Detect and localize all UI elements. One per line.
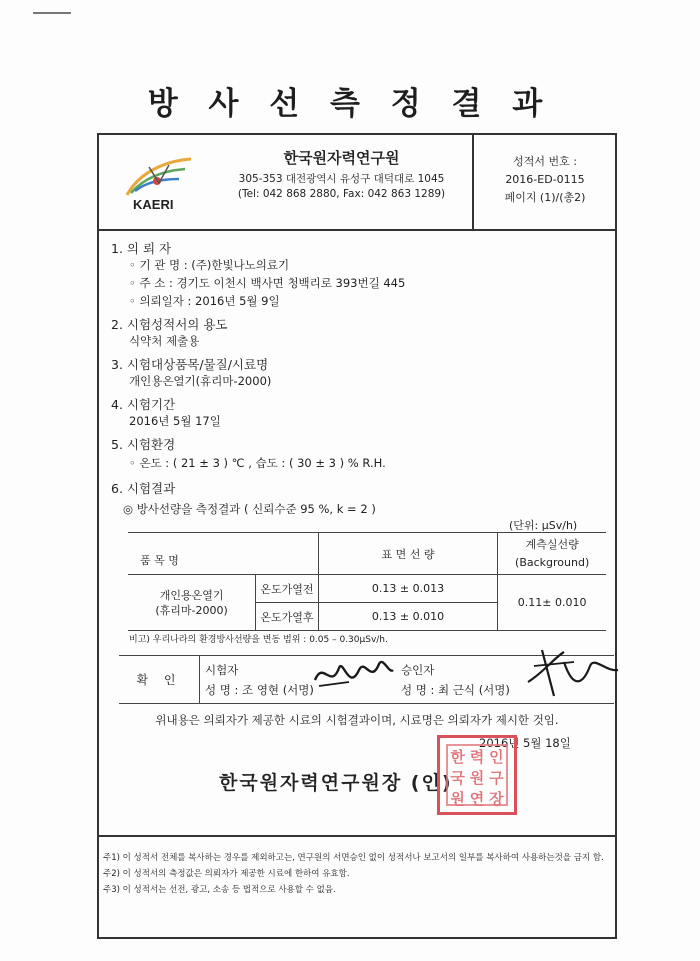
sample-value: 개인용온열기(휴리마-2000) bbox=[129, 374, 272, 388]
section-4-heading: 4. 시험기간 bbox=[111, 397, 176, 412]
tester-name: 성 명 : 조 영현 (서명) bbox=[205, 683, 314, 697]
section-2-heading: 2. 시험성적서의 용도 bbox=[111, 317, 228, 332]
test-period-value: 2016년 5월 17일 bbox=[129, 414, 221, 428]
condition-cell: 온도가열전 bbox=[256, 575, 319, 603]
unit-label: (단위: μSv/h) bbox=[509, 519, 578, 532]
tester-signature-icon bbox=[309, 650, 399, 700]
confirmation-box bbox=[119, 655, 614, 704]
col-surface-header: 표 면 선 량 bbox=[318, 533, 498, 575]
issue-date: 2016년 5월 18일 bbox=[479, 736, 571, 750]
item-name-cell: 개인용온열기 (휴리마-2000) bbox=[128, 575, 256, 631]
purpose-value: 식약처 제출용 bbox=[129, 334, 200, 348]
director-title: 한국원자력연구원장 (인) bbox=[219, 772, 453, 794]
footnote-2: 주2) 이 성적서의 측정값은 의뢰자가 제공한 시료에 한하여 유효함. bbox=[103, 869, 350, 879]
results-table bbox=[128, 532, 606, 631]
seal-grid: 한 력 인 국 원 구 원 연 장 bbox=[446, 744, 508, 806]
statement-text: 위내용은 의뢰자가 제공한 시료의 시험결과이며, 시료명은 의뢰자가 제시한 것임. bbox=[155, 713, 559, 727]
footnote-1: 주1) 이 성적서 전체를 복사하는 경우를 제외하고는, 연구원의 서면승인 없이 성적서나 보고서의 일부를 복사하여 사용하는것을 금지 함. bbox=[103, 853, 604, 863]
client-address: ◦ 주 소 : 경기도 이천시 백사면 청백리로 393번길 445 bbox=[129, 276, 406, 290]
logo-text: KAERI bbox=[133, 197, 174, 212]
result-subheading: ◎ 방사선량을 측정결과 ( 신뢰수준 95 %, k = 2 ) bbox=[123, 502, 376, 516]
official-seal-icon bbox=[437, 735, 517, 815]
condition-cell: 온도가열후 bbox=[256, 603, 319, 631]
result-note: 비고) 우리나라의 환경방사선량을 변동 범위 : 0.05 – 0.30μSv/h. bbox=[129, 635, 388, 645]
cert-label: 성적서 번호 : bbox=[513, 155, 577, 168]
background-cell: 0.11± 0.010 bbox=[498, 575, 606, 631]
approver-name: 성 명 : 최 근식 (서명) bbox=[401, 683, 510, 697]
value-cell: 0.13 ± 0.013 bbox=[318, 575, 498, 603]
footnotes bbox=[99, 835, 615, 837]
cert-number: 2016-ED-0115 bbox=[505, 173, 585, 186]
org-address bbox=[214, 172, 469, 202]
section-6-heading: 6. 시험결과 bbox=[111, 481, 176, 496]
contact-line: (Tel: 042 868 2880, Fax: 042 863 1289) bbox=[237, 188, 446, 200]
client-org: ◦ 기 관 명 : (주)한빛나노의료기 bbox=[129, 258, 290, 272]
page-indicator: 페이지 (1)/(총2) bbox=[504, 191, 586, 204]
request-date: ◦ 의뢰일자 : 2016년 5월 9일 bbox=[129, 294, 280, 308]
col-background-header: 계측실선량 (Background) bbox=[498, 533, 606, 575]
section-3-heading: 3. 시험대상품목/물질/시료명 bbox=[111, 357, 269, 372]
kaeri-logo-icon bbox=[119, 153, 199, 213]
header bbox=[99, 135, 615, 231]
org-name: 한국원자력연구원 bbox=[283, 149, 400, 167]
page-title: 방 사 선 측 정 결 과 bbox=[147, 86, 553, 122]
section-1-heading: 1. 의 뢰 자 bbox=[111, 241, 172, 256]
value-cell: 0.13 ± 0.010 bbox=[318, 603, 498, 631]
approver-signature-icon bbox=[514, 642, 624, 704]
address-line: 305-353 대전광역시 유성구 대덕대로 1045 bbox=[238, 173, 445, 185]
confirm-label: 확 인 bbox=[119, 656, 200, 703]
footnote-3: 주3) 이 성적서는 선전, 광고, 소송 등 법적으로 사용할 수 없음. bbox=[103, 885, 336, 895]
header-divider bbox=[472, 135, 474, 229]
cert-info bbox=[475, 153, 615, 207]
col-item-header: 품 목 명 bbox=[128, 533, 318, 575]
scan-mark bbox=[33, 12, 71, 14]
section-5-heading: 5. 시험환경 bbox=[111, 437, 176, 452]
approver-title: 승인자 bbox=[401, 663, 435, 677]
environment-value: ◦ 온도 : ( 21 ± 3 ) ℃ , 습도 : ( 30 ± 3 ) % R.H. bbox=[129, 456, 386, 470]
tester-title: 시험자 bbox=[205, 663, 239, 677]
certificate-frame bbox=[97, 133, 617, 939]
